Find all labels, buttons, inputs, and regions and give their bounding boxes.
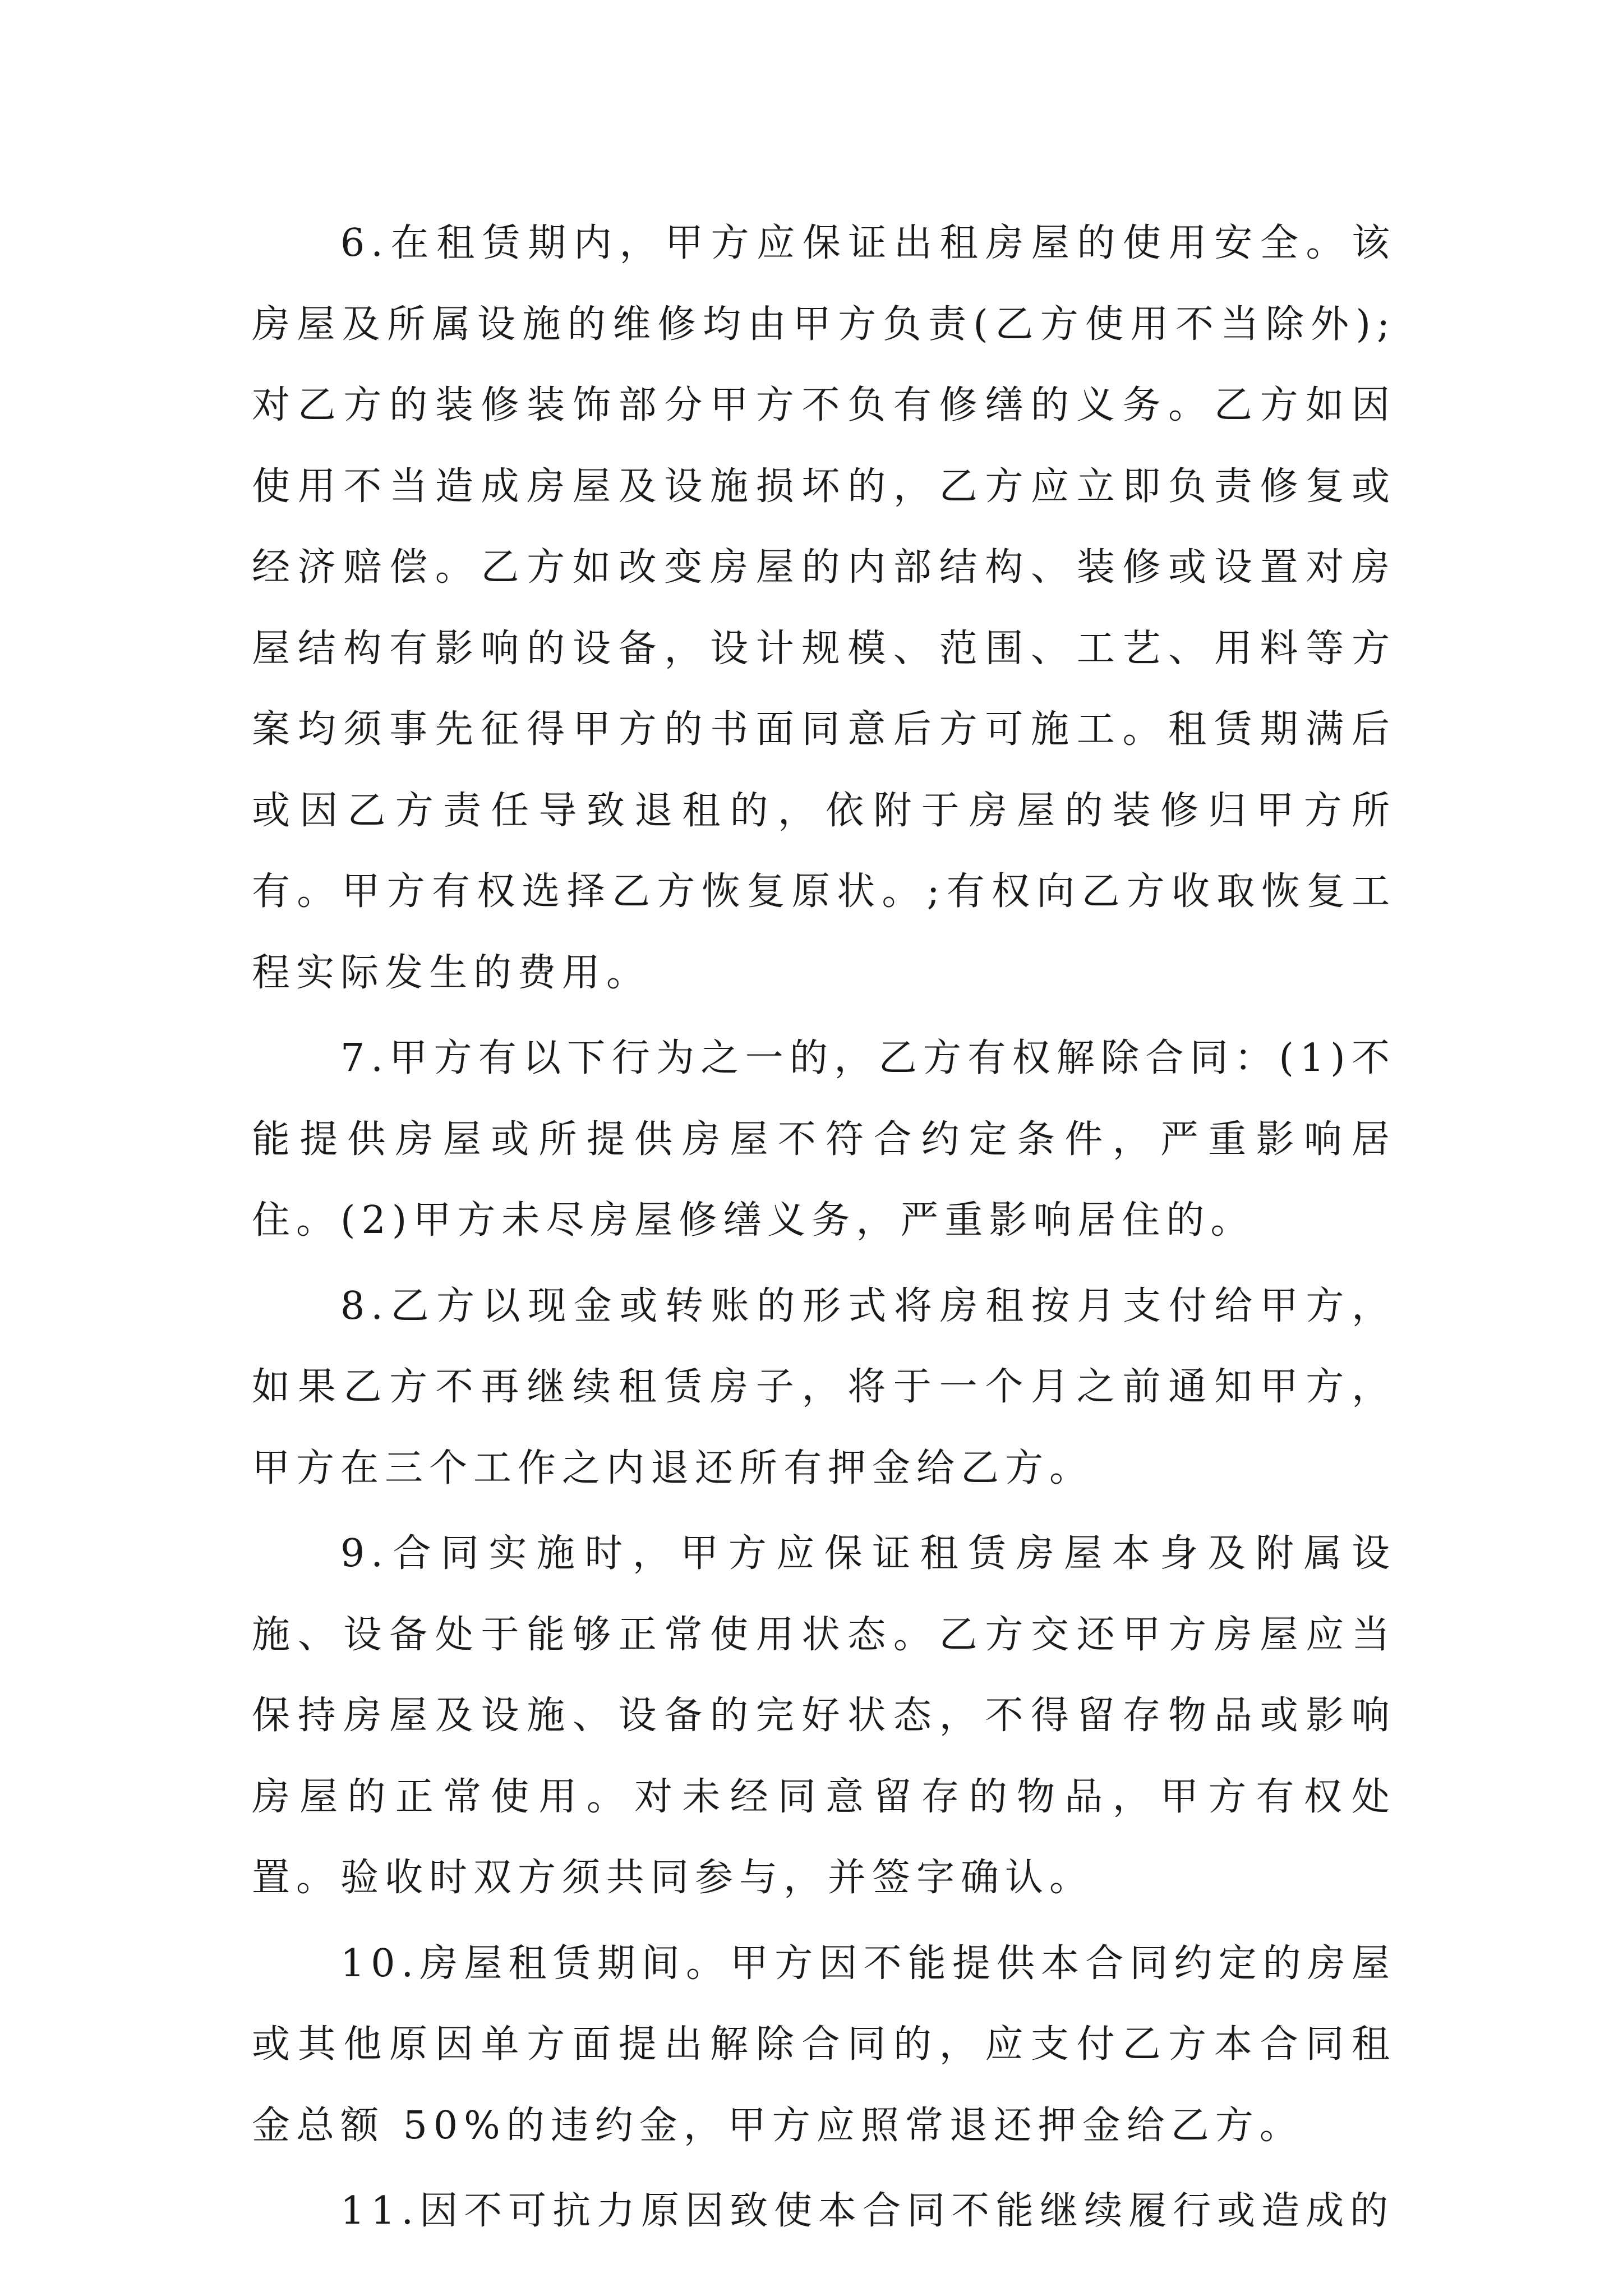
clause-10: 10.房屋租赁期间。甲方因不能提供本合同约定的房屋或其他原因单方面提出解除合同的，应支付乙方本合同租金总额 50%的违约金，甲方应照常退还押金给乙方。 bbox=[252, 1941, 1396, 2148]
clause-8: 8.乙方以现金或转账的形式将房租按月支付给甲方，如果乙方不再继续租赁房子，将于一个月之前通知甲方，甲方在三个工作之内退还所有押金给乙方。 bbox=[252, 1283, 1396, 1490]
clause-9: 9.合同实施时，甲方应保证租赁房屋本身及附属设施、设备处于能够正常使用状态。乙方交还甲方房屋应当保持房屋及设施、设备的完好状态，不得留存物品或影响房屋的正常使用。对未经同意留存的物品，甲方有权处置。验收时双方须共同参与，并签字确认。 bbox=[252, 1531, 1396, 1900]
clause-6: 6.在租赁期内，甲方应保证出租房屋的使用安全。该房屋及所属设施的维修均由甲方负责(乙方使用不当除外);对乙方的装修装饰部分甲方不负有修缮的义务。乙方如因使用不当造成房屋及设施损坏的，乙方应立即负责修复或经济赔偿。乙方如改变房屋的内部结构、装修或设置对房屋结构有影响的设备，设计规模、范围、工艺、用料等方案均须事先征得甲方的书面同意后方可施工。租赁期满后或因乙方责任导致退租的，依附于房屋的装修归甲方所有。甲方有权选择乙方恢复原状。;有权向乙方收取恢复工程实际发生的费用。 bbox=[252, 221, 1396, 995]
document-body bbox=[252, 203, 1396, 2252]
clause-11: 11.因不可抗力原因致使本合同不能继续履行或造成的 bbox=[340, 2189, 1395, 2233]
clause-7: 7.甲方有以下行为之一的，乙方有权解除合同：(1)不能提供房屋或所提供房屋不符合约定条件，严重影响居住。(2)甲方未尽房屋修缮义务，严重影响居住的。 bbox=[252, 1036, 1396, 1243]
